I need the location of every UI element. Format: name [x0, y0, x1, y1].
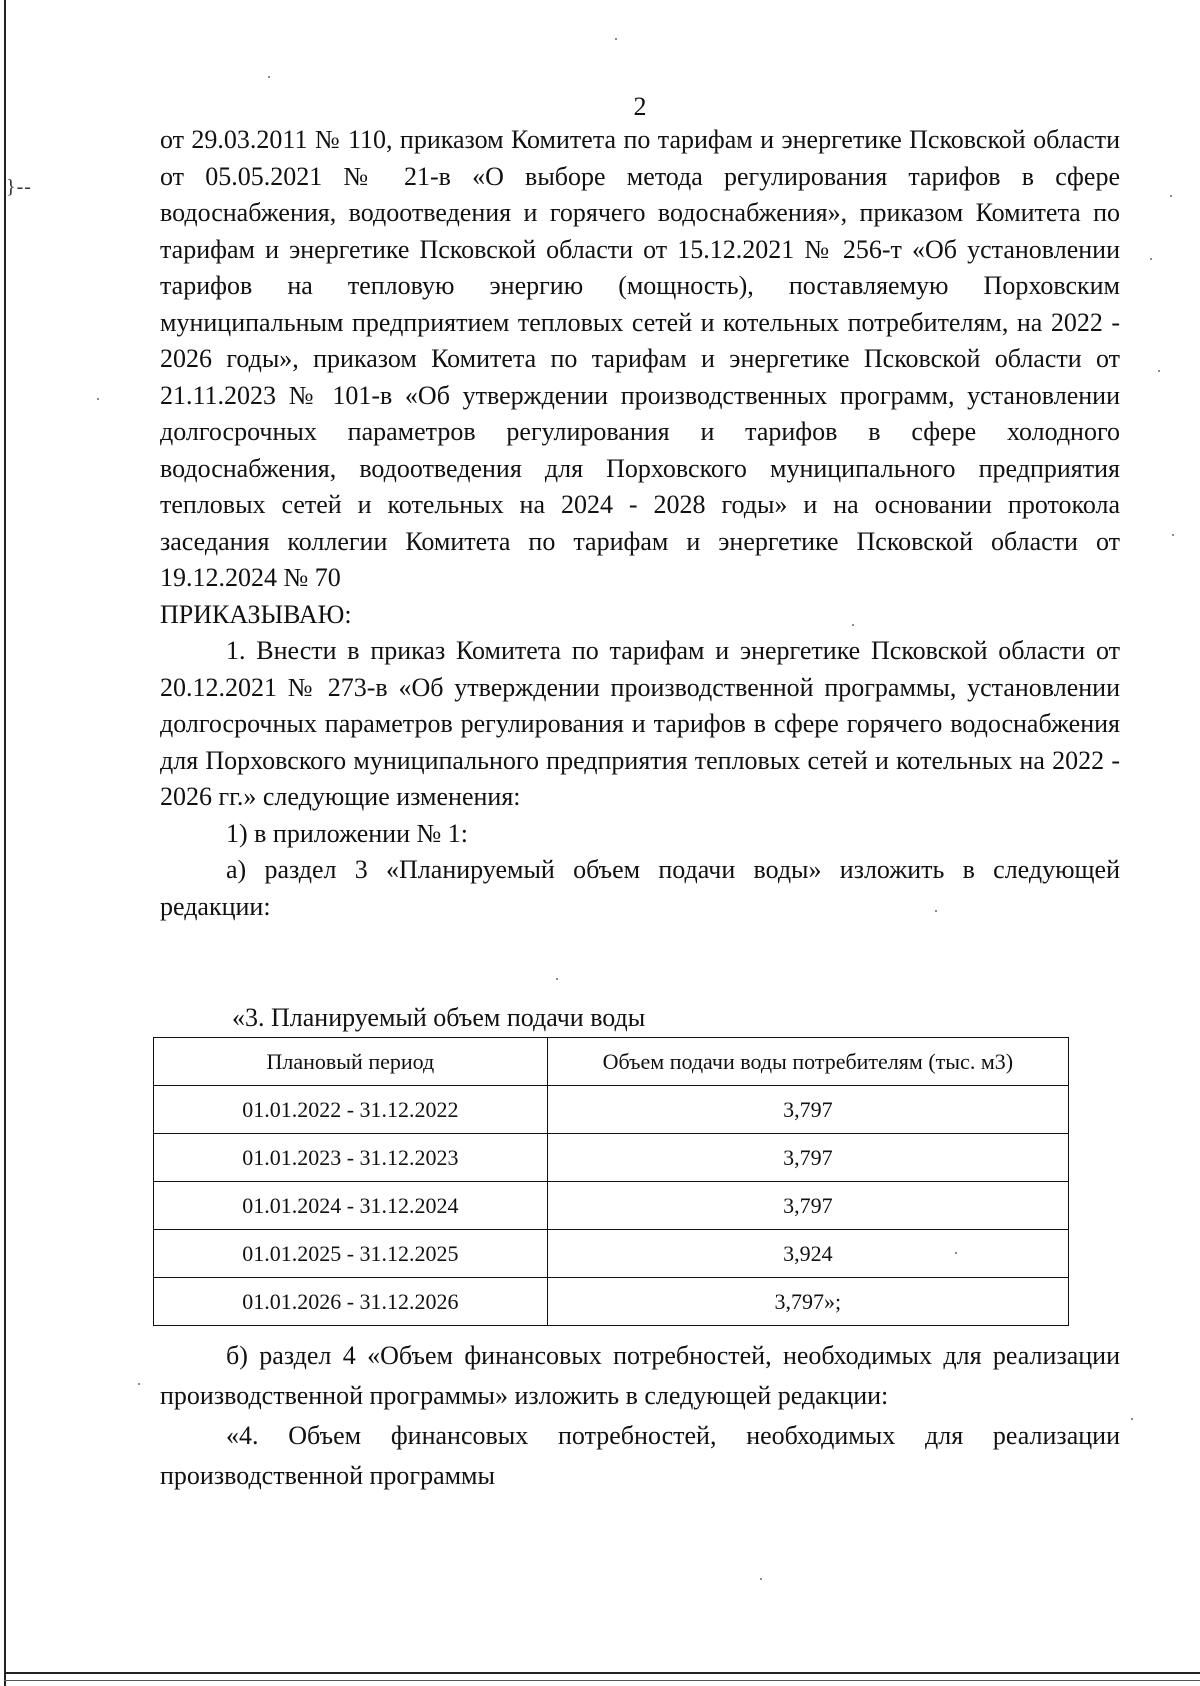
table-cell-volume: 3,797»; [547, 1278, 1068, 1326]
table-header-row [154, 1038, 1069, 1086]
table-cell-volume: 3,797 [547, 1086, 1068, 1134]
table-cell-period: 01.01.2024 - 31.12.2024 [154, 1182, 548, 1230]
document-body [160, 122, 1120, 925]
table-row [154, 1182, 1069, 1230]
scan-speck [760, 1578, 762, 1580]
scan-speck [97, 398, 99, 400]
paragraph-item-1: 1. Внести в приказ Комитета по тарифам и энергетике Псковской области от 20.12.2021 № 273-в «Об утверждении производственной программы, установлении долгосрочных параметров регулирования и тарифов в сфере горячего водоснабжения для Порховского муниципального предприятия тепловых сетей и котельных на 2022 - 2026 гг.» следующие изменения: [160, 636, 1120, 811]
scan-speck [268, 76, 270, 78]
table-cell-period: 01.01.2026 - 31.12.2026 [154, 1278, 548, 1326]
scan-bottom-edge-inner [4, 1680, 1200, 1681]
table-row [154, 1086, 1069, 1134]
paragraph-section-4: б) раздел 4 «Объем финансовых потребностей, необходимых для реализации производственной программы» изложить в следующей редакции: [160, 1341, 1120, 1410]
table-header-volume: Объем подачи воды потребителям (тыс. м3) [547, 1038, 1068, 1086]
scan-speck [1172, 534, 1174, 536]
table-cell-volume: 3,797 [547, 1134, 1068, 1182]
water-supply-table [153, 1037, 1069, 1326]
table-row [154, 1134, 1069, 1182]
scan-speck [556, 978, 558, 980]
paragraph-appendix-ref: 1) в приложении № 1: [226, 818, 469, 848]
document-body-continued [160, 1336, 1120, 1496]
scan-speck [138, 1383, 140, 1385]
table-row [154, 1230, 1069, 1278]
table-cell-volume: 3,797 [547, 1182, 1068, 1230]
table-cell-volume: 3,924 [547, 1230, 1068, 1278]
margin-mark: }-- [6, 176, 32, 198]
paragraph-legal-basis: от 29.03.2011 № 110, приказом Комитета по тарифам и энергетике Псковской области от 05.05.2021 № 21-в «О выборе метода регулирования тарифов в сфере водоснабжения, водоотведения и горячего водоснабжения», приказом Комитета по тарифам и энергетике Псковской области от 15.12.2021 № 256-т «Об установлении тарифов на тепловую энергию (мощность), поставляемую Порховским муниципальным предприятием тепловых сетей и котельных потребителям, на 2022 - 2026 годы», приказом Комитета по тарифам и энергетике Псковской области от 21.11.2023 № 101-в «Об утверждении производственных программ, установлении долгосрочных параметров регулирования и тарифов в сфере холодного водоснабжения, водоотведения для Порховского муниципального предприятия тепловых сетей и котельных на 2024 - 2028 годы» и на основании протокола заседания коллегии Комитета по тарифам и энергетике Псковской области от 19.12.2024 № 70 [160, 125, 1120, 592]
scan-speck [1170, 195, 1172, 197]
table-cell-period: 01.01.2025 - 31.12.2025 [154, 1230, 548, 1278]
table-cell-period: 01.01.2022 - 31.12.2022 [154, 1086, 548, 1134]
table-caption: «3. Планируемый объем подачи воды [232, 1003, 646, 1032]
table-row [154, 1278, 1069, 1326]
table-header-period: Плановый период [154, 1038, 548, 1086]
page-number: 2 [633, 92, 647, 121]
scan-left-edge [4, 0, 6, 1686]
order-heading: ПРИКАЗЫВАЮ: [160, 599, 352, 629]
scan-speck [1150, 258, 1152, 260]
scan-speck [1131, 1418, 1133, 1420]
scan-bottom-edge [4, 1672, 1200, 1674]
table-cell-period: 01.01.2023 - 31.12.2023 [154, 1134, 548, 1182]
scan-speck [615, 38, 617, 40]
paragraph-section-3: а) раздел 3 «Планируемый объем подачи воды» изложить в следующей редакции: [160, 855, 1120, 921]
paragraph-section-4-heading: «4. Объем финансовых потребностей, необходимых для реализации производственной программы [160, 1421, 1120, 1490]
scan-speck [1158, 370, 1160, 372]
